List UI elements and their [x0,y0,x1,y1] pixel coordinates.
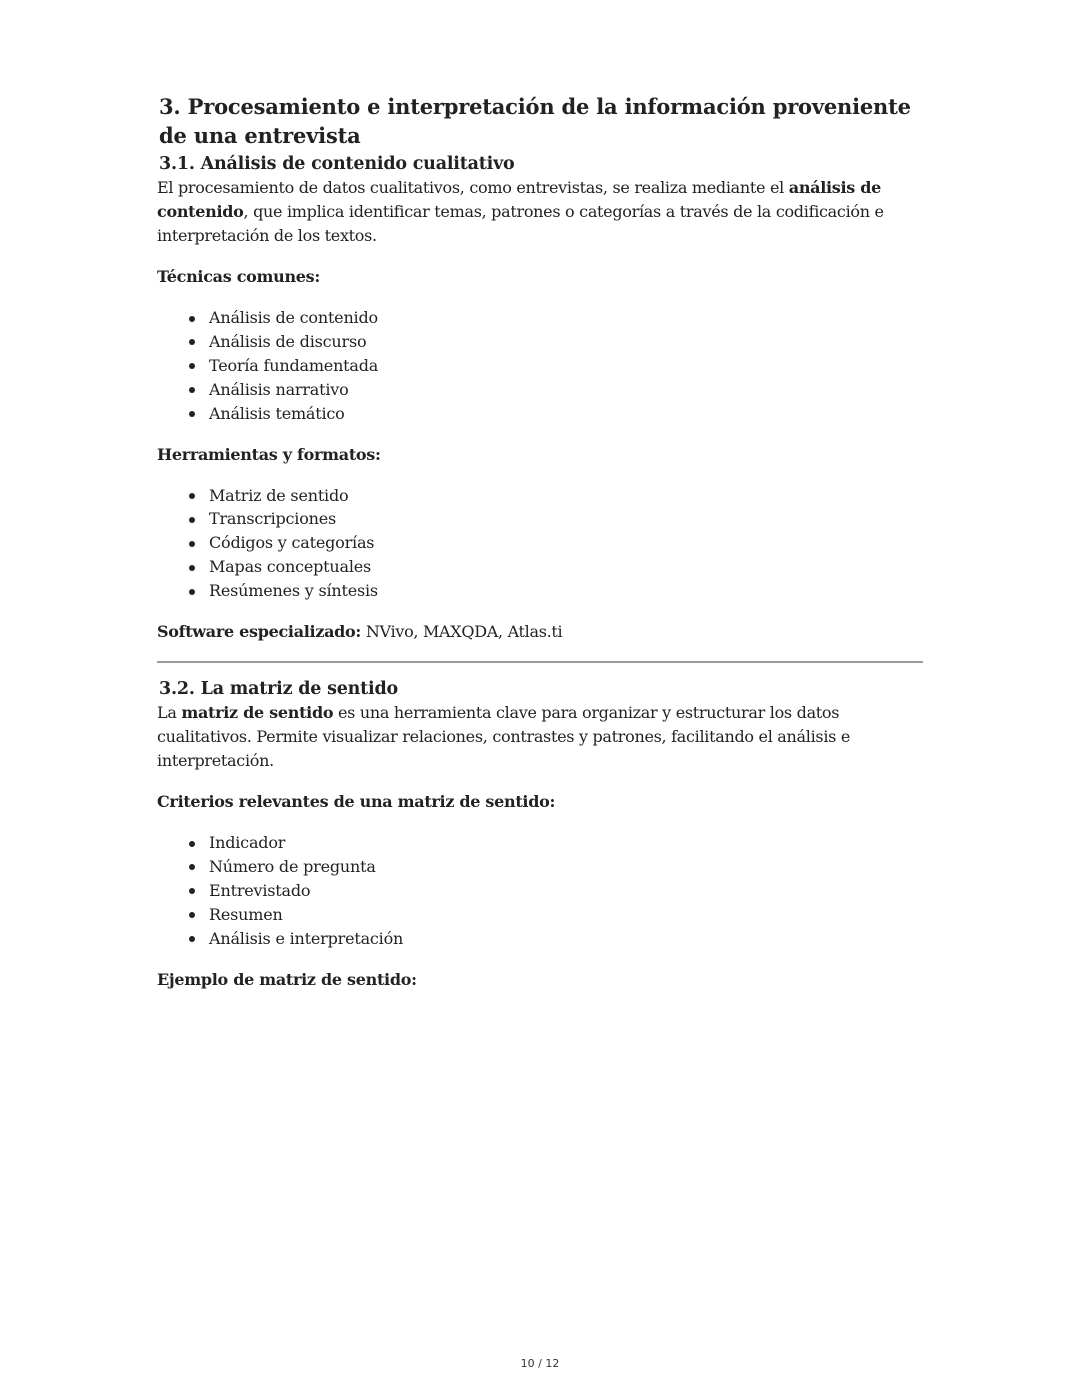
list-item: Análisis narrativo [209,378,923,402]
intro-bold-term: matriz de sentido [181,703,334,723]
techniques-label: Técnicas comunes: [157,267,320,286]
list-item: Transcripciones [209,507,923,531]
tools-label: Herramientas y formatos: [157,444,381,464]
section-3-2-heading: 3.2. La matriz de sentido [159,679,399,700]
page-indicator: 10 / 12 [520,1357,560,1370]
techniques-list [157,306,923,426]
section-3-2-intro-paragraph [157,701,923,773]
criteria-list [157,831,923,951]
list-item: Matriz de sentido [209,484,923,508]
intro-text: La [157,703,182,723]
list-item: Entrevistado [209,879,923,903]
intro-text: , que implica identificar temas, patrones o categorías a través de la codificación e interpretación de los textos. [157,202,884,245]
list-item: Indicador [209,831,923,855]
intro-text: es una herramienta clave para organizar y estructurar los datos cualitativos. Permite visualizar relaciones, contrastes y patrones, facilitando el análisis e interpretación. [157,703,851,771]
intro-bold-term: análisis de contenido [157,178,882,221]
section-3-1-intro-paragraph [157,176,923,248]
list-item: Análisis e interpretación [209,927,923,951]
list-item: Resumen [209,903,923,927]
intro-text: El procesamiento de datos cualitativos, como entrevistas, se realiza mediante el [157,178,789,197]
software-line [157,620,923,644]
list-item: Análisis de contenido [209,306,923,330]
list-item: Resúmenes y síntesis [209,579,923,603]
list-item: Códigos y categorías [209,531,923,555]
tools-list [157,484,923,604]
list-item: Análisis temático [209,402,923,426]
software-value: NVivo, MAXQDA, Atlas.ti [361,622,563,642]
criteria-label: Criterios relevantes de una matriz de sentido: [157,792,556,812]
horizontal-divider [157,661,923,663]
list-item: Número de pregunta [209,855,923,879]
software-label: Software especializado: [157,622,362,642]
section-3-1-heading: 3.1. Análisis de contenido cualitativo [159,154,515,174]
example-label: Ejemplo de matriz de sentido: [157,969,417,989]
list-item: Mapas conceptuales [209,555,923,579]
document-page [157,92,923,992]
list-item: Teoría fundamentada [209,354,923,378]
section-3-heading: 3. Procesamiento e interpretación de la información proveniente de una entrevista [159,94,911,148]
list-item: Análisis de discurso [209,330,923,354]
